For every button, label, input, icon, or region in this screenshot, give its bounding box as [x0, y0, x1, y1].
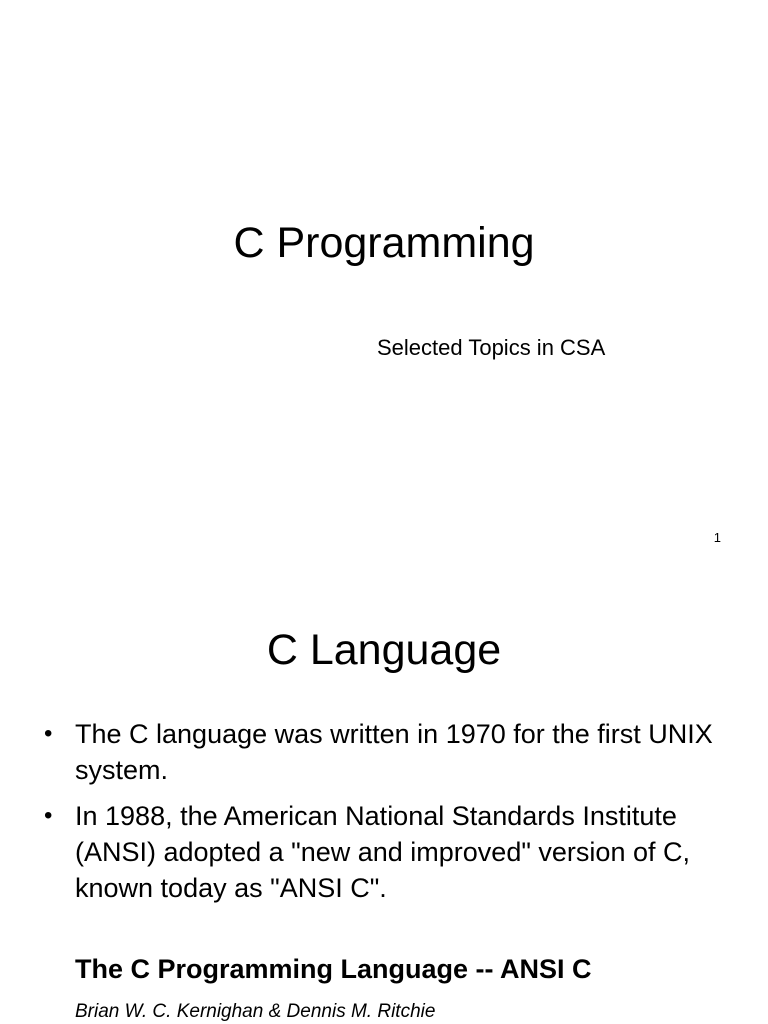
bullet-icon: •: [44, 802, 53, 829]
slide-title: C Programming: [233, 219, 535, 267]
page-number: 1: [713, 530, 721, 545]
bullet-item: [44, 716, 724, 788]
slide-title: C Language: [266, 626, 502, 674]
bullet-text: In 1988, the American National Standards Institute (ANSI) adopted a "new and improved" version of C, known today as "ANSI C".: [75, 801, 690, 903]
slide-2: [0, 576, 768, 1024]
bullet-list: [44, 716, 724, 916]
book-title: The C Programming Language -- ANSI C: [75, 954, 592, 984]
bullet-item: [44, 798, 724, 906]
bullet-icon: •: [44, 720, 53, 747]
slide-subtitle: Selected Topics in CSA: [377, 335, 606, 360]
bullet-text: The C language was written in 1970 for the first UNIX system.: [75, 719, 713, 785]
book-authors: Brian W. C. Kernighan & Dennis M. Ritchie: [75, 1001, 436, 1022]
